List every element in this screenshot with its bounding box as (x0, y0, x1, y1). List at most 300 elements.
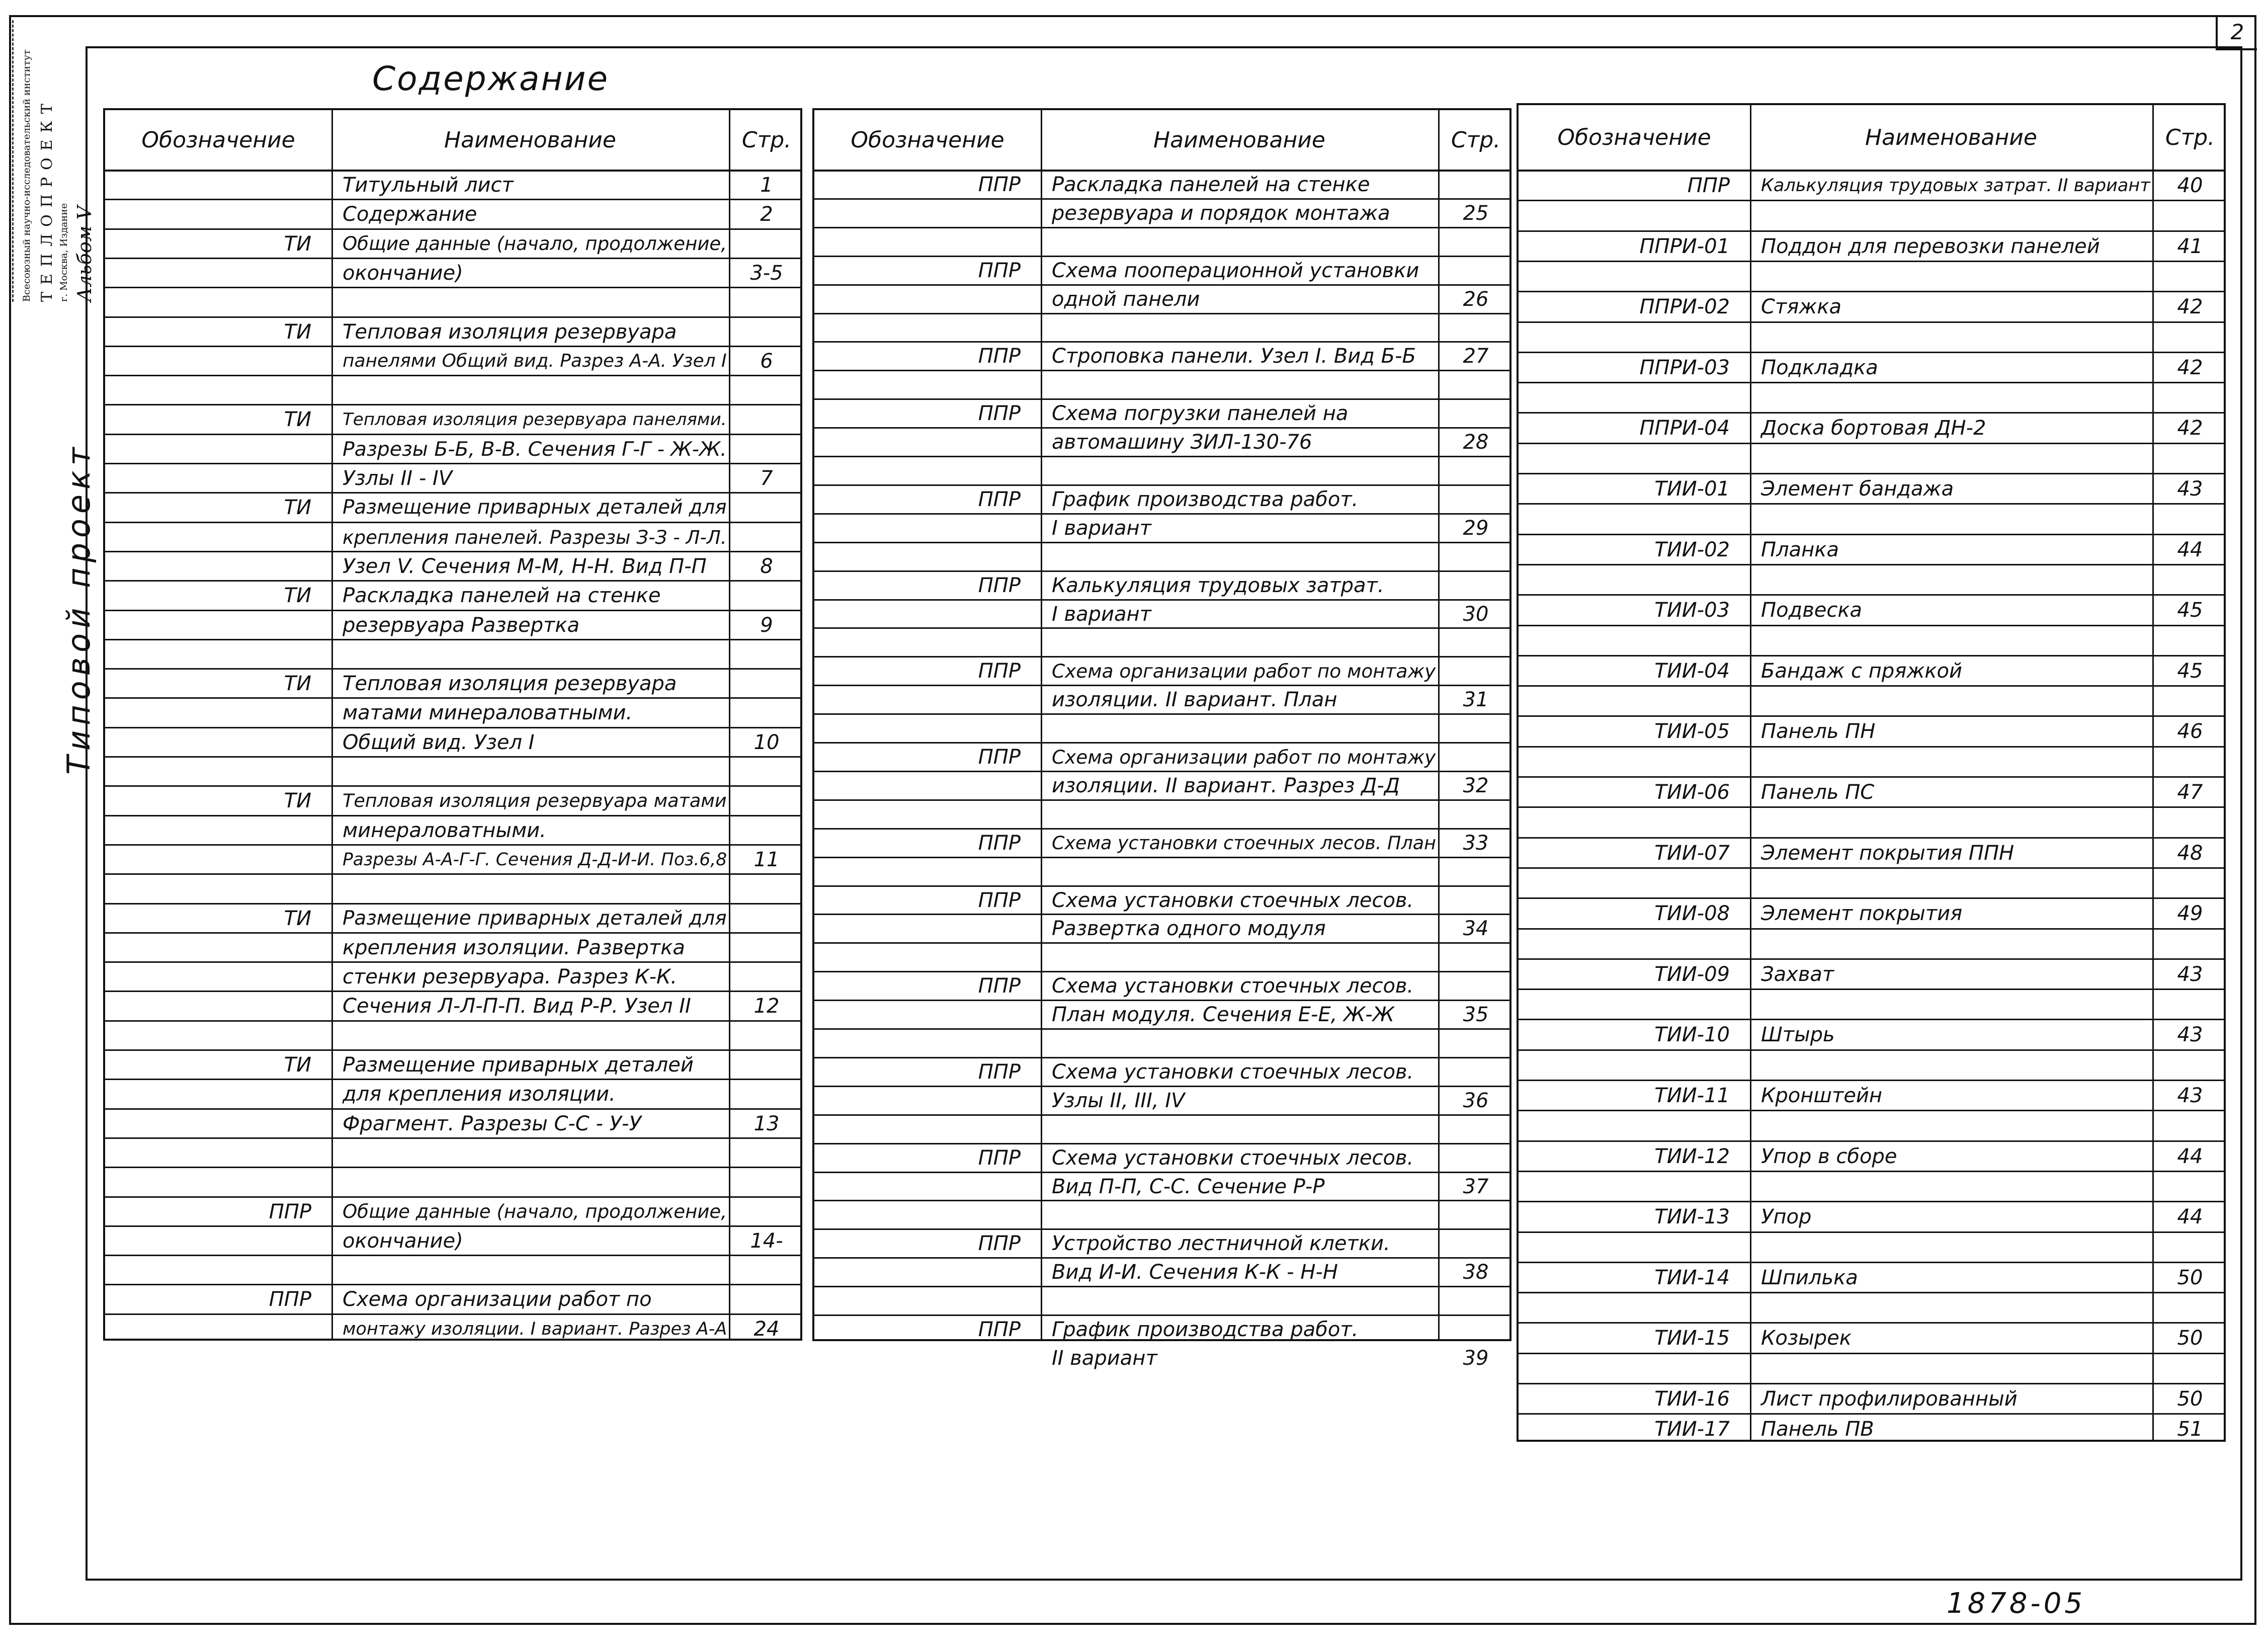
row-divider (1519, 1231, 2224, 1233)
row-code: ТИИ-08 (1654, 902, 1730, 926)
row-name: Тепловая изоляция резервуара панелями. (343, 409, 727, 430)
row-name (343, 1141, 727, 1167)
row-page: 25 (1463, 201, 1489, 225)
row-code: ТИИ-13 (1654, 1205, 1730, 1229)
row-divider (1519, 928, 2224, 930)
row-name (1761, 1175, 2150, 1201)
row-divider (105, 316, 800, 318)
row-divider (105, 1167, 800, 1168)
row-name: Размещение приварных деталей для (343, 907, 727, 930)
row-page: 35 (1463, 1003, 1489, 1027)
row-name (343, 1171, 727, 1196)
row-divider (1519, 352, 2224, 353)
row-page: 2 (760, 203, 773, 226)
row-code (105, 731, 311, 756)
row-code: ППР (269, 1200, 311, 1223)
row-divider (814, 971, 1509, 972)
row-page (1438, 1319, 1514, 1343)
row-name: Раскладка панелей на стенке (1052, 173, 1370, 196)
row-page (2152, 1053, 2228, 1080)
row-divider (105, 932, 800, 934)
row-name (1761, 204, 2150, 230)
row-page: 3-5 (750, 261, 783, 285)
row-divider (105, 551, 800, 552)
row-code (814, 1176, 1021, 1200)
row-name (1052, 1118, 1436, 1143)
row-divider (1519, 1201, 2224, 1202)
row-divider (1519, 261, 2224, 262)
row-page: 42 (2177, 356, 2203, 379)
row-divider (1519, 625, 2224, 626)
row-code (105, 760, 311, 785)
row-code (814, 717, 1021, 742)
row-page (1438, 460, 1514, 484)
row-page (2152, 1236, 2228, 1262)
row-name: Сечения Л-Л-П-П. Вид Р-Р. Узел II (343, 995, 691, 1018)
row-name: Подвеска (1761, 599, 1863, 622)
column-divider (1041, 110, 1042, 1339)
row-page (1438, 803, 1514, 828)
row-page: 8 (760, 554, 773, 578)
header-name: Наименование (444, 127, 616, 153)
row-name: Поддон для перевозки панелей (1761, 234, 2100, 258)
row-code: ТИ (284, 584, 311, 608)
row-code: ППР (978, 888, 1021, 912)
row-name: Козырек (1761, 1327, 1852, 1350)
row-divider (105, 873, 800, 875)
row-divider (105, 1313, 800, 1315)
row-code (814, 288, 1021, 313)
row-name (1052, 1032, 1436, 1057)
row-name: Развертка одного модуля (1052, 917, 1326, 941)
row-code (814, 1090, 1021, 1114)
row-divider (814, 656, 1509, 657)
row-divider (105, 639, 800, 640)
stamp-line-2: ТЕПЛОПРОЕКТ (38, 97, 56, 302)
row-page: 42 (2177, 295, 2203, 319)
row-name: изоляции. II вариант. Разрез Д-Д (1052, 774, 1400, 797)
row-code (814, 775, 1021, 799)
row-page (2152, 204, 2228, 230)
row-divider (1519, 564, 2224, 565)
row-code: ППР (978, 660, 1021, 683)
row-page: 40 (2177, 174, 2203, 197)
row-code: ТИ (284, 232, 311, 256)
row-page: 45 (2177, 599, 2203, 622)
row-page: 37 (1463, 1175, 1489, 1198)
row-name (1761, 629, 2150, 655)
row-page (729, 907, 804, 932)
row-name: Схема установки стоечных лесов. (1052, 1060, 1414, 1084)
row-page: 39 (1463, 1346, 1489, 1370)
row-name: для крепления изоляции. (343, 1083, 616, 1106)
row-divider (814, 313, 1509, 314)
row-divider (814, 170, 1509, 172)
row-name (343, 760, 727, 785)
row-name: Схема организации работ по монтажу (1052, 660, 1436, 683)
row-divider (814, 1028, 1509, 1030)
row-code (1519, 386, 1730, 412)
row-code (1519, 325, 1730, 352)
row-name: Схема пооперационной установки (1052, 259, 1419, 282)
row-code: ТИ (284, 408, 311, 432)
column-divider (1750, 105, 1751, 1440)
row-divider (105, 903, 800, 904)
row-name: Содержание (343, 203, 477, 226)
row-code (105, 614, 311, 639)
row-divider (105, 434, 800, 435)
row-page: 11 (753, 848, 780, 871)
row-page (729, 1259, 804, 1284)
row-name: резервуара и порядок монтажа (1052, 201, 1390, 225)
row-page (729, 789, 804, 814)
row-divider (814, 1172, 1509, 1173)
row-divider (1519, 1019, 2224, 1020)
row-code: ТИИ-12 (1654, 1144, 1730, 1168)
row-code (105, 936, 311, 961)
row-page: 7 (760, 467, 773, 490)
row-code: ППР (978, 1232, 1021, 1256)
row-divider (105, 1225, 800, 1227)
stamp-line-1: Всесоюзный научно-исследовательский институт (21, 49, 32, 302)
row-page: 44 (2177, 1144, 2203, 1168)
row-name: окончание) (343, 1229, 463, 1253)
row-code: ТИИ-05 (1654, 720, 1730, 744)
row-page (729, 438, 804, 463)
row-divider (814, 1086, 1509, 1087)
row-code (814, 317, 1021, 342)
row-name: Калькуляция трудовых затрат. II вариант (1761, 175, 2150, 196)
row-page (1438, 889, 1514, 914)
row-divider (814, 713, 1509, 715)
row-page (729, 1053, 804, 1079)
row-divider (814, 1286, 1509, 1287)
row-name: Размещение приварных деталей для (343, 496, 727, 519)
row-divider (1519, 1353, 2224, 1354)
row-name (1052, 631, 1436, 656)
row-page: 45 (2177, 659, 2203, 683)
row-divider (1519, 200, 2224, 201)
row-page: 24 (753, 1317, 780, 1341)
row-divider (814, 1314, 1509, 1316)
row-name: крепления изоляции. Развертка (343, 936, 685, 959)
row-divider (814, 484, 1509, 486)
row-code: ППР (978, 573, 1021, 597)
row-code (814, 374, 1021, 398)
row-divider (814, 1114, 1509, 1116)
row-page (1438, 946, 1514, 971)
row-name: Кронштейн (1761, 1084, 1883, 1107)
row-divider (105, 492, 800, 493)
row-divider (814, 370, 1509, 371)
row-name: автомашину ЗИЛ-130-76 (1052, 431, 1312, 454)
row-name: Планка (1761, 538, 1839, 561)
row-divider (814, 914, 1509, 915)
row-code (1519, 447, 1730, 473)
row-name: Калькуляция трудовых затрат. (1052, 573, 1384, 597)
row-divider (105, 375, 800, 376)
row-code (105, 262, 311, 287)
row-divider (814, 1200, 1509, 1201)
row-page: 38 (1463, 1261, 1489, 1284)
row-divider (1519, 321, 2224, 323)
row-name (1761, 750, 2150, 776)
row-page (729, 701, 804, 726)
document-number: 1878-05 (1947, 1587, 2085, 1620)
row-code (105, 203, 311, 228)
row-divider (814, 771, 1509, 772)
row-code: ППР (978, 1060, 1021, 1084)
row-page (1438, 660, 1514, 685)
row-name (1052, 231, 1436, 256)
row-name: матами минераловатными. (343, 701, 633, 725)
row-divider (1519, 230, 2224, 232)
row-divider (1519, 685, 2224, 687)
row-name: монтажу изоляции. I вариант. Разрез А-А (343, 1319, 727, 1339)
row-name: изоляции. II вариант. План (1052, 688, 1337, 712)
row-divider (814, 570, 1509, 572)
row-page (2152, 447, 2228, 473)
row-name (1761, 1357, 2150, 1383)
row-name: Элемент покрытия ППН (1761, 841, 2014, 865)
row-name: Схема установки стоечных лесов. (1052, 1146, 1414, 1170)
row-name (1761, 447, 2150, 473)
column-divider (331, 110, 333, 1339)
row-code (1519, 932, 1730, 958)
row-code: ППР (978, 173, 1021, 196)
row-divider (1519, 1292, 2224, 1293)
page-title: Содержание (372, 59, 610, 98)
row-name (1052, 717, 1436, 742)
row-page: 49 (2177, 902, 2203, 926)
row-code (1519, 265, 1730, 291)
contents-table-3 (1517, 103, 2226, 1442)
row-code (814, 1347, 1021, 1372)
row-code (105, 1229, 311, 1255)
row-name (343, 1259, 727, 1284)
row-code (1519, 204, 1730, 230)
row-name: одной панели (1052, 287, 1200, 311)
row-divider (1519, 806, 2224, 808)
row-code (814, 918, 1021, 942)
row-page (729, 1141, 804, 1167)
row-name: Разрезы А-А-Г-Г. Сечения Д-Д-И-И. Поз.6,8 (343, 849, 727, 870)
row-divider (105, 756, 800, 758)
row-code: ППР (269, 1288, 311, 1311)
row-page (2152, 932, 2228, 958)
row-name (1052, 1204, 1436, 1228)
row-page: 33 (1463, 831, 1489, 855)
row-page (729, 1083, 804, 1108)
row-code (814, 431, 1021, 456)
row-page: 51 (2177, 1418, 2203, 1441)
row-code: ТИИ-15 (1654, 1327, 1730, 1350)
row-code (1519, 810, 1730, 837)
row-name: Штырь (1761, 1023, 1835, 1047)
row-name (1761, 1053, 2150, 1080)
row-page (2152, 689, 2228, 715)
row-divider (814, 1257, 1509, 1259)
row-code (105, 819, 311, 844)
row-code (105, 467, 311, 492)
row-divider (814, 857, 1509, 858)
row-page: 9 (760, 613, 773, 637)
row-code: ППР (978, 259, 1021, 282)
row-name: Вид П-П, С-С. Сечение Р-Р (1052, 1175, 1325, 1198)
row-divider (1519, 1140, 2224, 1142)
row-divider (814, 685, 1509, 686)
row-divider (1519, 1080, 2224, 1081)
row-divider (105, 961, 800, 963)
side-label: Типовой проект (60, 442, 97, 775)
row-divider (105, 287, 800, 288)
row-code (814, 631, 1021, 656)
row-divider (105, 1255, 800, 1256)
row-code (1519, 1175, 1730, 1201)
row-name (1052, 1290, 1436, 1314)
row-divider (814, 885, 1509, 887)
row-code (105, 1141, 311, 1167)
row-divider (814, 398, 1509, 400)
row-name: Общие данные (начало, продолжение, (343, 1200, 727, 1222)
row-code: ППР (978, 345, 1021, 368)
row-page: 26 (1463, 287, 1489, 311)
row-page: 12 (753, 995, 780, 1018)
row-page: 6 (760, 349, 773, 373)
row-name: панелями Общий вид. Разрез А-А. Узел I (343, 350, 727, 371)
row-code: ТИ (284, 907, 311, 930)
row-name (1052, 861, 1436, 885)
row-code (105, 877, 311, 902)
row-code: ТИИ-17 (1654, 1418, 1730, 1441)
row-divider (814, 542, 1509, 543)
row-divider (105, 1020, 800, 1022)
row-divider (1519, 412, 2224, 414)
row-code: ТИ (284, 496, 311, 520)
row-code (105, 174, 311, 199)
row-name: окончание) (343, 261, 463, 285)
header-page: Стр. (741, 127, 792, 153)
row-name: Разрезы Б-Б, В-В. Сечения Г-Г - Ж-Ж. (343, 437, 727, 461)
row-page (1438, 717, 1514, 742)
row-page (2152, 1175, 2228, 1201)
row-code (105, 1318, 311, 1343)
row-page (1438, 1232, 1514, 1257)
row-name: Устройство лестничной клетки. (1052, 1232, 1390, 1256)
row-divider (1519, 837, 2224, 839)
row-divider (1519, 897, 2224, 899)
header-page: Стр. (1451, 127, 1501, 153)
row-code: ТИИ-09 (1654, 962, 1730, 986)
row-divider (1519, 382, 2224, 383)
row-page: 30 (1463, 602, 1489, 626)
row-divider (105, 1196, 800, 1198)
row-name: Схема организации работ по (343, 1288, 652, 1311)
row-page: 36 (1463, 1089, 1489, 1112)
row-code (814, 546, 1021, 570)
row-name: План модуля. Сечения Е-Е, Ж-Ж (1052, 1003, 1394, 1027)
row-code (814, 689, 1021, 713)
row-page (729, 320, 804, 346)
row-page (2152, 750, 2228, 776)
row-name: Титульный лист (343, 174, 514, 197)
row-code (1519, 1296, 1730, 1322)
row-divider (814, 742, 1509, 744)
row-name: Бандаж с пряжкой (1761, 659, 1962, 683)
row-page (729, 526, 804, 551)
row-name (1052, 460, 1436, 484)
row-name: крепления панелей. Разрезы З-З - Л-Л. (343, 526, 727, 548)
row-page (1438, 374, 1514, 398)
row-name: Общий вид. Узел I (343, 730, 535, 754)
row-code (814, 946, 1021, 971)
row-name: Тепловая изоляция резервуара (343, 320, 677, 344)
row-code (1519, 629, 1730, 655)
row-page: 48 (2177, 841, 2203, 865)
row-divider (1519, 1110, 2224, 1111)
row-code (814, 202, 1021, 227)
row-code: ППР (978, 746, 1021, 769)
row-divider (105, 258, 800, 259)
row-divider (1519, 1262, 2224, 1263)
row-code: ТИ (284, 789, 311, 813)
row-name: Панель ПН (1761, 720, 1876, 744)
row-code (105, 438, 311, 463)
row-page (2152, 629, 2228, 655)
row-code: ТИИ-02 (1654, 538, 1730, 561)
row-divider (105, 785, 800, 787)
row-code: ППРИ-01 (1639, 234, 1730, 258)
row-code (105, 379, 311, 404)
row-divider (105, 727, 800, 728)
row-page (729, 1200, 804, 1225)
row-page (1438, 260, 1514, 284)
header-name: Наименование (1153, 127, 1325, 153)
row-page (1438, 1032, 1514, 1057)
row-name (1761, 810, 2150, 837)
row-divider (1519, 1171, 2224, 1172)
row-code: ППРИ-02 (1639, 295, 1730, 319)
row-divider (1519, 715, 2224, 717)
stamp-line-3: г. Москва, Издание (58, 203, 69, 302)
row-code (105, 555, 311, 580)
row-divider (105, 610, 800, 611)
row-code (105, 995, 311, 1020)
row-name: Узлы II - IV (343, 467, 453, 490)
row-code (1519, 871, 1730, 897)
row-code (814, 861, 1021, 885)
row-page (729, 672, 804, 697)
row-name: Подкладка (1761, 356, 1878, 379)
row-page: 43 (2177, 1023, 2203, 1047)
row-page: 44 (2177, 1205, 2203, 1229)
row-page: 32 (1463, 774, 1489, 797)
binding-edge-line (12, 20, 14, 302)
row-page: 50 (2177, 1327, 2203, 1350)
row-code: ТИ (284, 320, 311, 344)
row-divider (105, 815, 800, 816)
row-name: Узел V. Сечения М-М, Н-Н. Вид П-П (343, 554, 707, 578)
row-page (2152, 1114, 2228, 1140)
row-code (814, 803, 1021, 828)
row-divider (105, 199, 800, 200)
row-divider (1519, 473, 2224, 474)
row-divider (814, 227, 1509, 228)
row-name (1761, 689, 2150, 715)
row-divider (1519, 534, 2224, 535)
row-divider (814, 1057, 1509, 1058)
row-page (1438, 1290, 1514, 1314)
